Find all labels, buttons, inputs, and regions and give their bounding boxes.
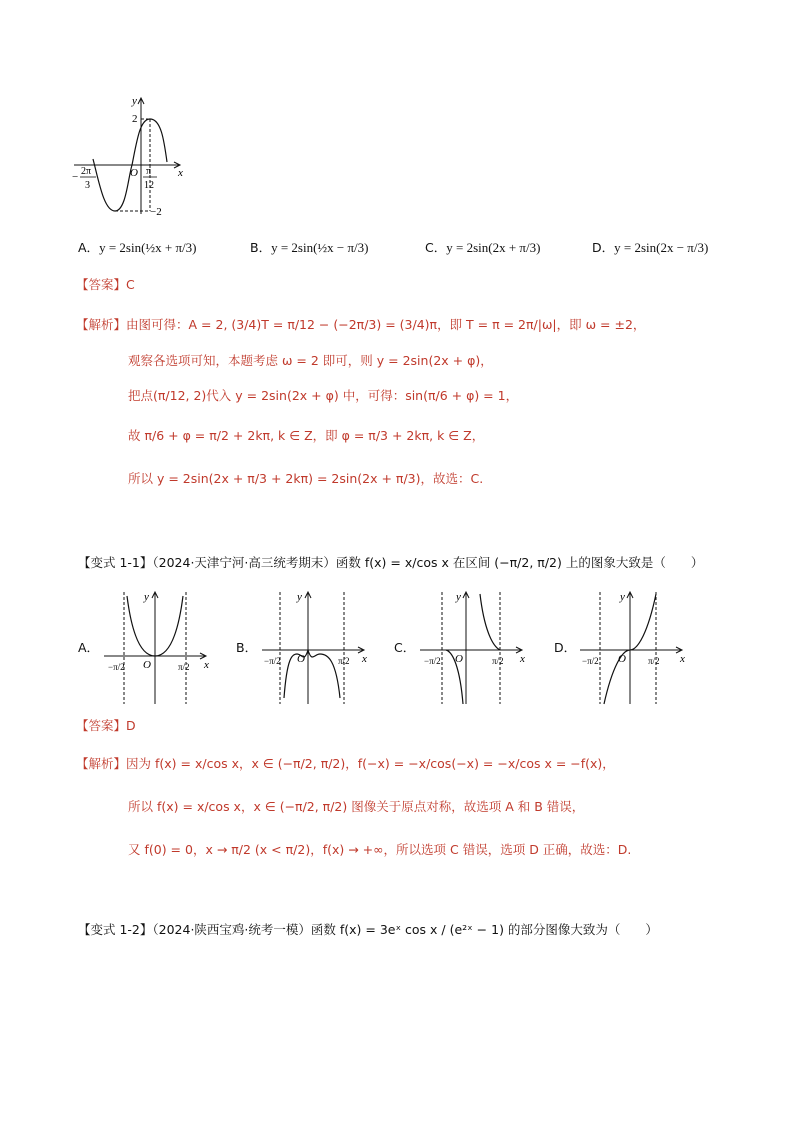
x-left-den: 3 xyxy=(85,180,90,191)
x-right-den: 12 xyxy=(144,180,154,191)
analysis-line-4: 故 π/6 + φ = π/2 + 2kπ, k ∈ Z，即 φ = π/3 + 2kπ, k ∈ Z， xyxy=(128,428,485,443)
y-min-label: −2 xyxy=(150,206,162,218)
svg-text:x: x xyxy=(204,659,209,671)
svg-text:x: x xyxy=(362,653,367,665)
graph-option-d[interactable] xyxy=(576,588,688,706)
svg-text:O: O xyxy=(618,653,626,665)
variant-stem: 函数 f(x) = 3eˣ cos x / (e²ˣ − 1) 的部分图像大致为（ ） xyxy=(310,922,658,937)
svg-text:π/2: π/2 xyxy=(338,656,350,666)
svg-text:x: x xyxy=(520,653,525,665)
variant-1-1-stem xyxy=(78,555,703,571)
graph-option-b-label[interactable]: B． xyxy=(236,640,258,655)
origin-label: O xyxy=(130,167,138,179)
variant-1-1-answer: 【答案】D xyxy=(76,718,136,733)
svg-text:O: O xyxy=(455,653,463,665)
sine-graph xyxy=(68,92,198,222)
svg-text:−π/2: −π/2 xyxy=(582,656,599,666)
x-label: x xyxy=(178,167,183,179)
svg-text:−π/2: −π/2 xyxy=(108,662,125,672)
variant-1-1-analysis-3: 又 f(0) = 0，x → π/2 (x < π/2)，f(x) → +∞，所以选项 C 错误，选项 D 正确，故选：D. xyxy=(128,842,632,857)
variant-label: 【变式 1-2】 xyxy=(78,922,153,937)
svg-text:y: y xyxy=(297,591,302,603)
svg-text:π/2: π/2 xyxy=(178,662,190,672)
answer-label: 【答案】 xyxy=(76,277,127,292)
x-right-num: π xyxy=(146,166,152,177)
analysis-line-2: 观察各选项可知，本题考虑 ω = 2 即可，则 y = 2sin(2x + φ)， xyxy=(128,353,493,368)
variant-1-1-analysis-2: 所以 f(x) = x/cos x，x ∈ (−π/2, π/2) 图像关于原点对称，故选项 A 和 B 错误， xyxy=(128,799,585,814)
graph-option-a[interactable] xyxy=(100,588,212,706)
svg-text:O: O xyxy=(143,659,151,671)
svg-text:−π/2: −π/2 xyxy=(264,656,281,666)
option-d[interactable]: D．y = 2sin(2x − π/3) xyxy=(592,240,709,255)
analysis-line-5: 所以 y = 2sin(2x + π/3 + 2kπ) = 2sin(2x + π/3)，故选：C. xyxy=(128,471,484,486)
variant-1-2-stem xyxy=(78,922,658,938)
x-left-sign: − xyxy=(72,171,79,183)
graph-option-c-label[interactable]: C． xyxy=(394,640,416,655)
answer-value: C xyxy=(126,277,135,292)
svg-text:π/2: π/2 xyxy=(648,656,660,666)
analysis-label: 【解析】 xyxy=(76,317,127,332)
analysis-line-1: 【解析】由图可得：A = 2, (3/4)T = π/12 − (−2π/3) = (3/4)π，即 T = π = 2π/|ω|，即 ω = ±2， xyxy=(76,317,646,332)
svg-text:−π/2: −π/2 xyxy=(424,656,441,666)
option-a[interactable]: A．y = 2sin(½x + π/3) xyxy=(78,240,197,255)
answer-line xyxy=(76,277,135,293)
variant-stem: 函数 f(x) = x/cos x 在区间 (−π/2, π/2) 上的图象大致是（ ） xyxy=(335,555,704,570)
option-b[interactable]: B．y = 2sin(½x − π/3) xyxy=(250,240,369,255)
variant-label: 【变式 1-1】 xyxy=(78,555,153,570)
variant-source: （2024·陕西宝鸡·统考一模） xyxy=(152,922,311,937)
analysis-line-3: 把点(π/12, 2)代入 y = 2sin(2x + φ) 中，可得：sin(π/6 + φ) = 1， xyxy=(128,388,519,403)
variant-1-1-analysis-1: 【解析】因为 f(x) = x/cos x，x ∈ (−π/2, π/2)，f(−x) = −x/cos(−x) = −x/cos x = −f(x)， xyxy=(76,756,615,771)
x-left-num: 2π xyxy=(81,166,92,177)
y-max-label: 2 xyxy=(132,113,138,125)
graph-option-c[interactable] xyxy=(416,588,528,706)
svg-text:y: y xyxy=(144,591,149,603)
graph-option-a-label[interactable]: A． xyxy=(78,640,100,655)
graph-option-d-label[interactable]: D． xyxy=(554,640,577,655)
svg-text:y: y xyxy=(456,591,461,603)
option-c[interactable]: C．y = 2sin(2x + π/3) xyxy=(425,240,541,255)
svg-text:π/2: π/2 xyxy=(492,656,504,666)
graph-option-b[interactable] xyxy=(258,588,370,706)
svg-text:O: O xyxy=(297,653,305,665)
y-label: y xyxy=(132,95,137,107)
svg-text:x: x xyxy=(680,653,685,665)
variant-source: （2024·天津宁河·高三统考期末） xyxy=(152,555,336,570)
svg-text:y: y xyxy=(620,591,625,603)
